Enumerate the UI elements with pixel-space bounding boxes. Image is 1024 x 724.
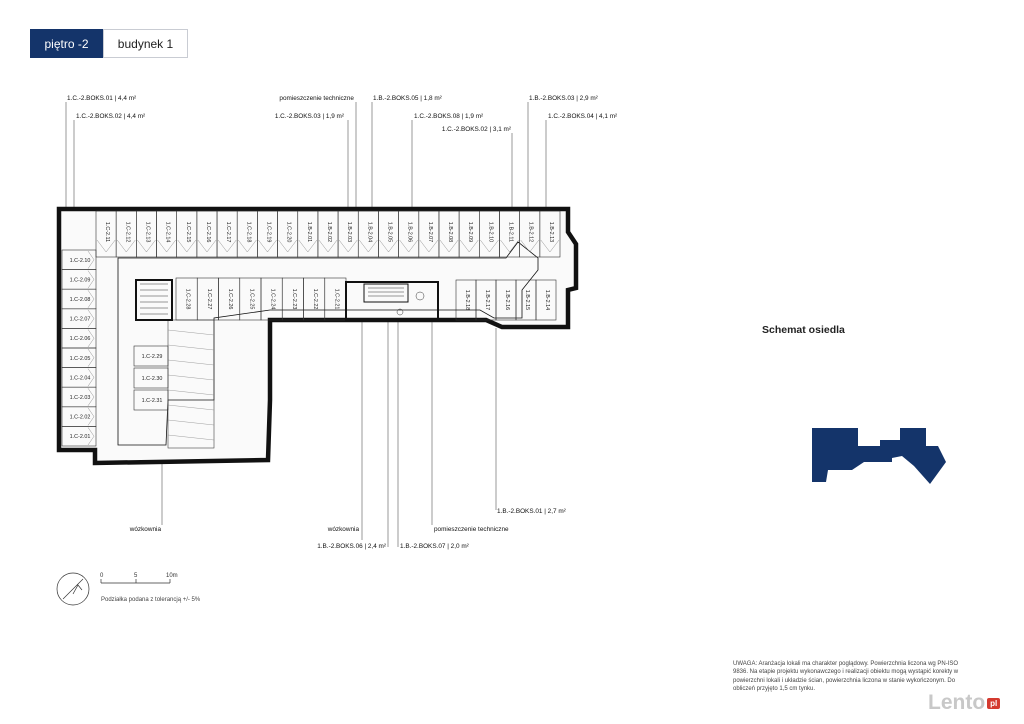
- unit-label: 1.C-2.20: [285, 221, 292, 243]
- scale-tick-10: 10m: [166, 573, 178, 579]
- unit-label: 1.C-2.12: [124, 221, 131, 243]
- watermark-logo: [928, 691, 1000, 715]
- unit-label: 1.C-2.18: [245, 221, 252, 243]
- top-leader-label: 1.C.-2.BOKS.02 | 4,4 m²: [76, 113, 146, 120]
- unit-label: 1.C-2.25: [248, 288, 255, 310]
- unit-label: 1.C-2.23: [290, 288, 297, 310]
- unit-label: 1.C-2.08: [69, 297, 91, 303]
- unit-label: 1.B-2.01: [305, 221, 312, 243]
- unit-label: 1.C-2.02: [69, 414, 91, 421]
- disclaimer-note: UWAGA: Aranżacja lokali ma charakter poglądowy. Powierzchnia liczona wg PN-ISO 9836. Na etapie projektu wykonawczego i realizacji obiektu mogą wystąpić korekty w powierzchni lokali i układzie ścian, powierzchnia liczona w stanie wykończonym. Do obliczeń przyjęto 1,5 cm tynku.: [733, 661, 959, 693]
- top-labels: [67, 95, 617, 133]
- unit-label: 1.B-2.16: [504, 289, 510, 311]
- top-leader-label: 1.B.-2.BOKS.05 | 1,8 m²: [373, 95, 442, 102]
- unit-label: 1.C-2.27: [205, 288, 212, 310]
- unit-label: 1.B-2.02: [326, 221, 332, 243]
- unit-label: 1.B-2.09: [467, 221, 474, 243]
- bottom-leader-label: 1.B.-2.BOKS.01 | 2,7 m²: [497, 508, 566, 515]
- unit-label: 1.C-2.04: [69, 375, 91, 382]
- site-schema-title: Schemat osiedla: [762, 324, 845, 336]
- unit-label: 1.B-2.06: [406, 221, 413, 243]
- unit-label: 1.C-2.16: [204, 221, 211, 243]
- scale-note: Podziałka podana z tolerancją +/- 5%: [101, 597, 201, 603]
- unit-label: 1.C-2.09: [69, 277, 91, 284]
- unit-label: 1.C-2.31: [141, 398, 163, 404]
- unit-label: 1.C-2.17: [225, 221, 232, 243]
- unit-label: 1.C-2.26: [227, 288, 234, 310]
- site-schema: [812, 428, 946, 484]
- unit-label: 1.C-2.01: [69, 434, 91, 441]
- unit-label: 1.B-2.10: [487, 221, 494, 243]
- top-leader-label: 1.C.-2.BOKS.02 | 3,1 m²: [441, 126, 511, 133]
- watermark-suffix: pl: [987, 698, 1000, 709]
- unit-label: 1.C-2.07: [69, 316, 91, 323]
- top-leader-label: 1.C.-2.BOKS.08 | 1,9 m²: [414, 113, 484, 120]
- unit-label: 1.C-2.13: [144, 221, 151, 243]
- watermark-text: Lento: [928, 691, 986, 714]
- unit-label: 1.B-2.13: [547, 221, 554, 243]
- top-leader-label: 1.B.-2.BOKS.03 | 2,9 m²: [529, 95, 598, 102]
- unit-label: 1.C-2.05: [69, 355, 91, 362]
- scale-tick-5: 5: [134, 573, 138, 579]
- bottom-labels: [129, 508, 566, 550]
- unit-label: 1.B-2.18: [464, 289, 470, 311]
- unit-label: 1.B-2.04: [366, 221, 373, 243]
- tab-building[interactable]: budynek 1: [103, 29, 188, 58]
- unit-label: 1.B-2.03: [346, 221, 353, 243]
- unit-label: 1.B-2.07: [426, 221, 433, 243]
- unit-label: 1.C-2.29: [141, 354, 163, 360]
- unit-label: 1.C-2.19: [265, 221, 272, 243]
- unit-label: 1.B-2.14: [544, 289, 550, 311]
- unit-label: 1.C-2.10: [69, 257, 91, 264]
- unit-label: 1.B-2.17: [484, 289, 490, 311]
- unit-label: 1.B-2.08: [447, 221, 454, 243]
- unit-label: 1.C-2.21: [333, 288, 340, 310]
- scale-bar: [100, 573, 178, 583]
- top-leader-label: 1.C.-2.BOKS.01 | 4,4 m²: [67, 95, 137, 102]
- unit-label: 1.B-2.11: [507, 222, 514, 242]
- unit-label: 1.C-2.15: [184, 221, 191, 243]
- unit-label: 1.B-2.12: [527, 221, 534, 243]
- top-leader-label: 1.C.-2.BOKS.04 | 4,1 m²: [548, 113, 618, 120]
- bottom-leader-label: 1.B.-2.BOKS.06 | 2,4 m²: [317, 543, 386, 550]
- unit-label: 1.C-2.30: [141, 376, 163, 382]
- bottom-leader-label: wózkownia: [129, 526, 161, 533]
- bottom-leader-label: pomieszczenie techniczne: [434, 526, 509, 533]
- bottom-leader-label: 1.B.-2.BOKS.07 | 2,0 m²: [400, 543, 469, 550]
- unit-label: 1.C-2.24: [269, 288, 276, 310]
- bottom-leader-label: wózkownia: [327, 526, 359, 533]
- top-leader-label: 1.C.-2.BOKS.03 | 1,9 m²: [274, 113, 344, 120]
- scale-tick-0: 0: [100, 573, 104, 579]
- top-leader-label: pomieszczenie techniczne: [279, 95, 354, 102]
- unit-label: 1.B-2.15: [524, 289, 530, 311]
- unit-label: 1.B-2.05: [386, 221, 393, 243]
- unit-label: 1.C-2.22: [312, 288, 319, 310]
- unit-label: 1.C-2.03: [69, 395, 91, 401]
- unit-label: 1.C-2.06: [69, 336, 91, 343]
- unit-label: 1.C-2.11: [104, 221, 111, 243]
- unit-label: 1.C-2.28: [184, 288, 191, 310]
- tab-floor[interactable]: piętro -2: [30, 29, 103, 58]
- unit-label: 1.C-2.14: [164, 221, 171, 243]
- north-arrow-icon: [57, 573, 89, 605]
